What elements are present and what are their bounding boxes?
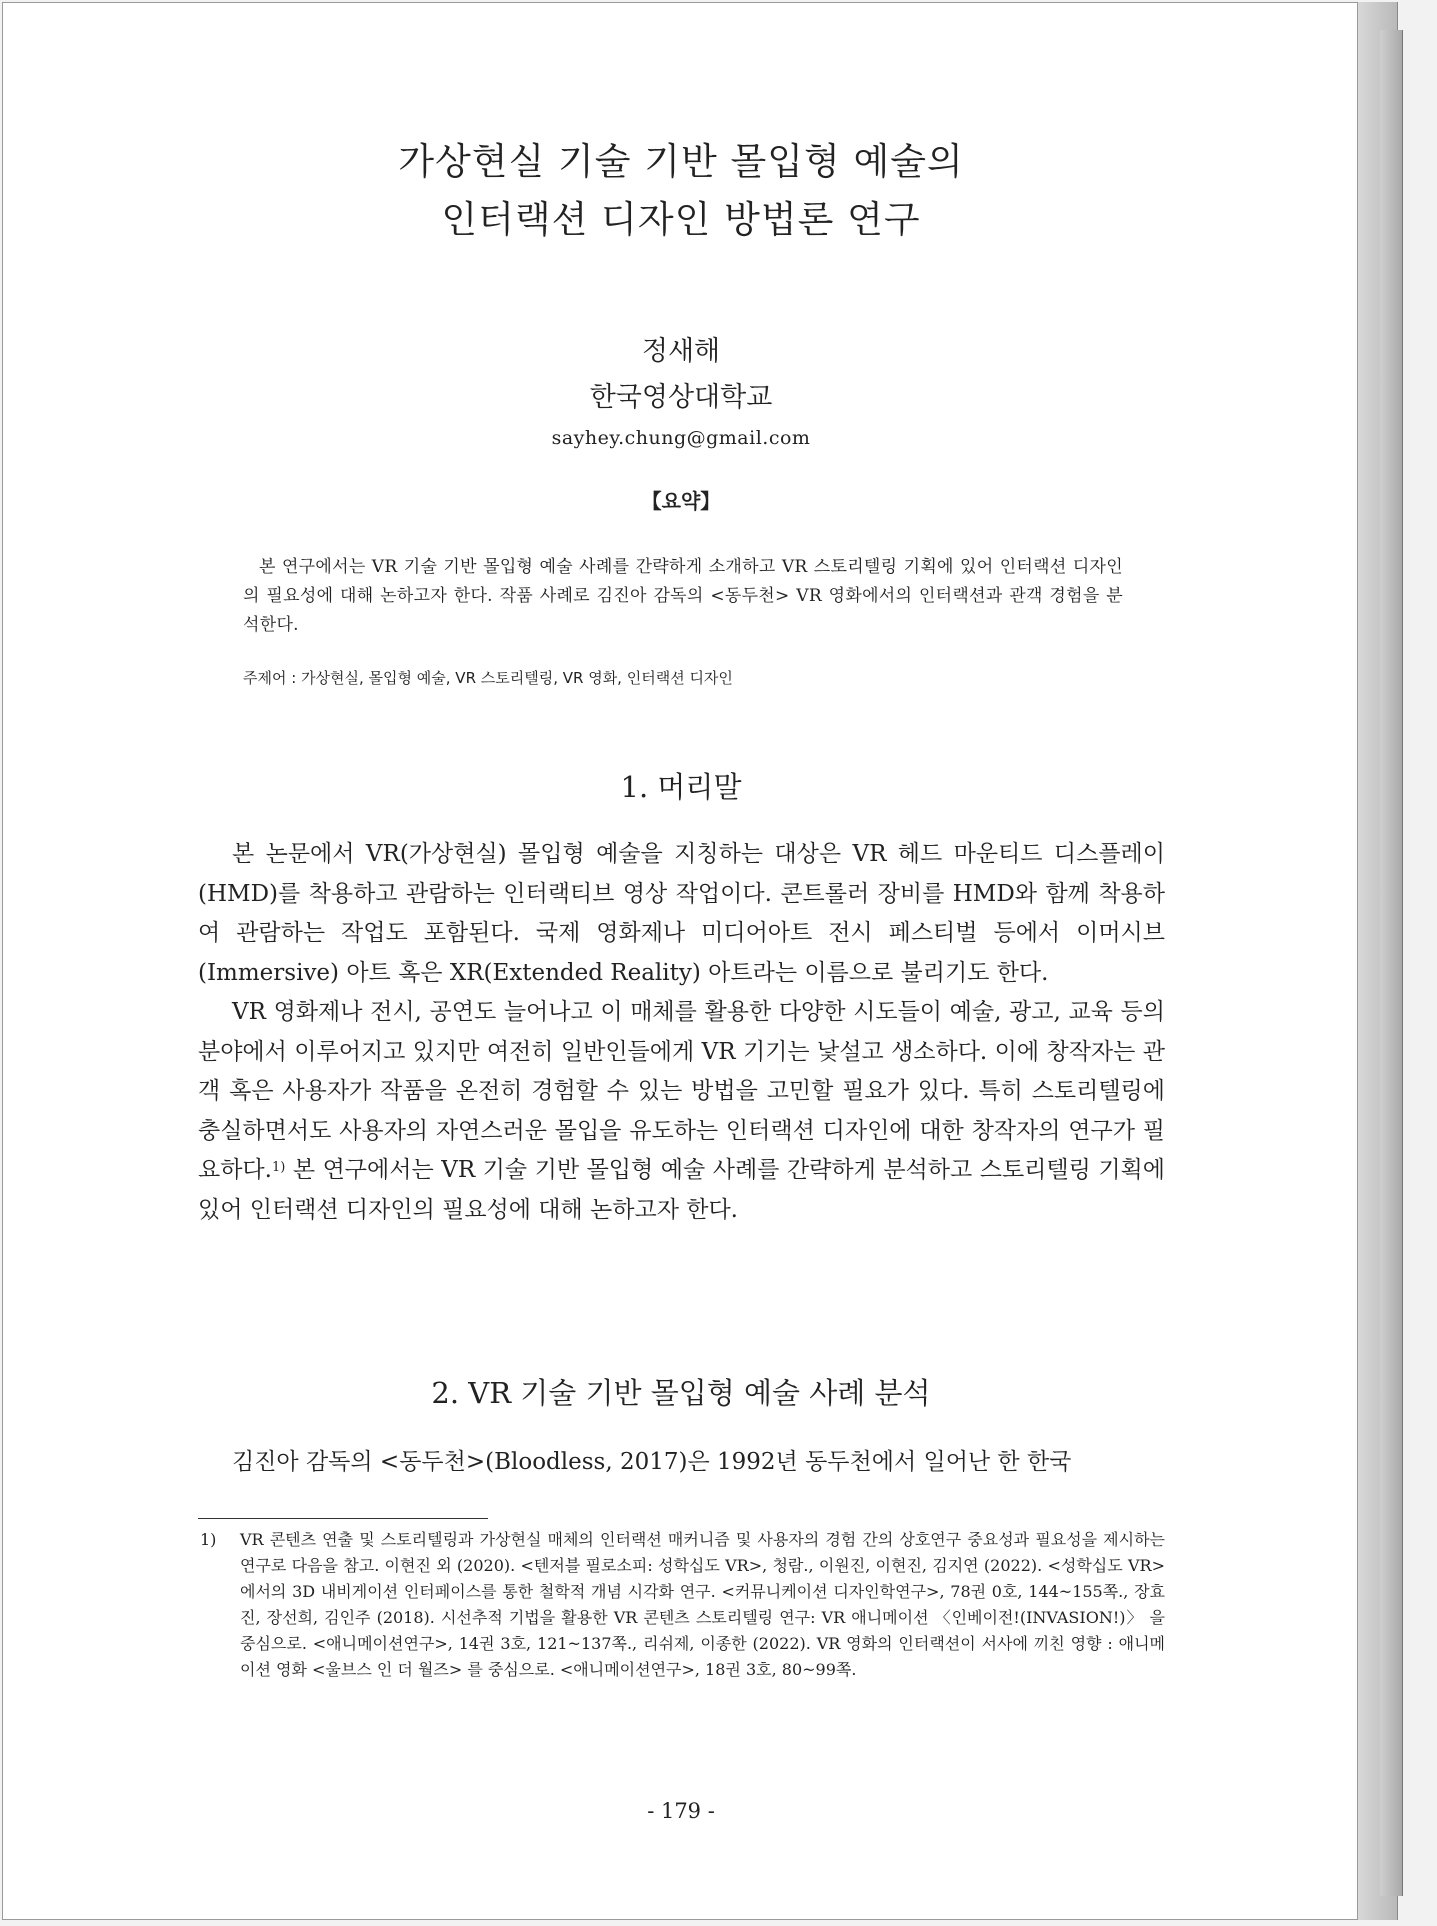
page-stack-edge-back bbox=[1380, 30, 1403, 1896]
section-2-paragraph-1: 김진아 감독의 <동두천>(Bloodless, 2017)은 1992년 동두천에서 일어난 한 한국 bbox=[232, 1449, 1072, 1475]
footnote bbox=[200, 1527, 1165, 1683]
footnote-divider bbox=[198, 1518, 488, 1519]
footnote-marker: 1) bbox=[200, 1530, 217, 1549]
page-number: - 179 - bbox=[647, 1799, 715, 1823]
section-1-heading: 1. 머리말 bbox=[620, 770, 742, 804]
abstract-heading: 【요약】 bbox=[641, 489, 721, 513]
section-1-body bbox=[198, 835, 1165, 1230]
paper-title-line-2: 인터랙션 디자인 방법론 연구 bbox=[441, 198, 921, 241]
abstract-body: 본 연구에서는 VR 기술 기반 몰입형 예술 사례를 간략하게 소개하고 VR 스토리텔링 기획에 있어 인터랙션 디자인의 필요성에 대해 논하고자 한다. 작품 사례로 김진아 감독의 <동두천> VR 영화에서의 인터랙션과 관객 경험을 분석한다. bbox=[243, 557, 1123, 635]
author-email: sayhey.chung@gmail.com bbox=[551, 427, 811, 449]
section-1-paragraph-2-text-b: 본 연구에서는 VR 기술 기반 몰입형 예술 사례를 간략하게 분석하고 스토리텔링 기획에 있어 인터랙션 디자인의 필요성에 대해 논하고자 한다. bbox=[198, 1157, 1165, 1223]
section-1-paragraph-2-text-a: VR 영화제나 전시, 공연도 늘어나고 이 매체를 활용한 다양한 시도들이 예술, 광고, 교육 등의 분야에서 이루어지고 있지만 여전히 일반인들에게 VR 기기는 낯설고 생소하다. 이에 창작자는 관객 혹은 사용자가 작품을 온전히 경험할 수 있는 방법을 고민할 필요가 있다. 특히 스토리텔링에 충실하면서도 사용자의 자연스러운 몰입을 유도하는 인터랙션 디자인에 대한 창작자의 연구가 필요하다. bbox=[198, 999, 1165, 1183]
footnote-text: VR 콘텐츠 연출 및 스토리텔링과 가상현실 매체의 인터랙션 매커니즘 및 사용자의 경험 간의 상호연구 중요성과 필요성을 제시하는 연구로 다음을 참고. 이현진 외 (2020). <텐저블 필로소피: 성학십도 VR>, 청람., 이원진, 이현진, 김지연 (2022). <성학십도 VR>에서의 3D 내비게이션 인터페이스를 통한 철학적 개념 시각화 연구. <커뮤니케이션 디자인학연구>, 78권 0호, 144~155쪽., 장효진, 장선희, 김인주 (2018). 시선추적 기법을 활용한 VR 콘텐츠 스토리텔링 연구: VR 애니메이션 〈인베이전!(INVASION!)〉 을 중심으로. <애니메이션연구>, 14권 3호, 121~137쪽., 리쉬제, 이종한 (2022). VR 영화의 인터랙션이 서사에 끼친 영향 : 애니메이션 영화 <울브스 인 더 월즈> 를 중심으로. <애니메이션연구>, 18권 3호, 80~99쪽. bbox=[240, 1530, 1165, 1679]
author-name: 정새해 bbox=[641, 336, 721, 367]
footnote-reference[interactable]: 1) bbox=[271, 1160, 286, 1175]
document-page bbox=[2, 2, 1358, 1920]
paper-title-line-1: 가상현실 기술 기반 몰입형 예술의 bbox=[398, 140, 964, 183]
section-2-body bbox=[198, 1443, 1165, 1483]
section-2-heading: 2. VR 기술 기반 몰입형 예술 사례 분석 bbox=[431, 1376, 931, 1410]
section-1-paragraph-2 bbox=[198, 993, 1165, 1230]
section-1-paragraph-1: 본 논문에서 VR(가상현실) 몰입형 예술을 지칭하는 대상은 VR 헤드 마운티드 디스플레이(HMD)를 착용하고 관람하는 인터랙티브 영상 작업이다. 콘트롤러 장비를 HMD와 함께 착용하여 관람하는 작업도 포함된다. 국제 영화제나 미디어아트 전시 페스티벌 등에서 이머시브(Immersive) 아트 혹은 XR(Extended Reality) 아트라는 이름으로 불리기도 한다. bbox=[198, 841, 1165, 986]
keywords: 주제어 : 가상현실, 몰입형 예술, VR 스토리텔링, VR 영화, 인터랙션 디자인 bbox=[243, 669, 733, 687]
author-affiliation: 한국영상대학교 bbox=[589, 382, 773, 413]
